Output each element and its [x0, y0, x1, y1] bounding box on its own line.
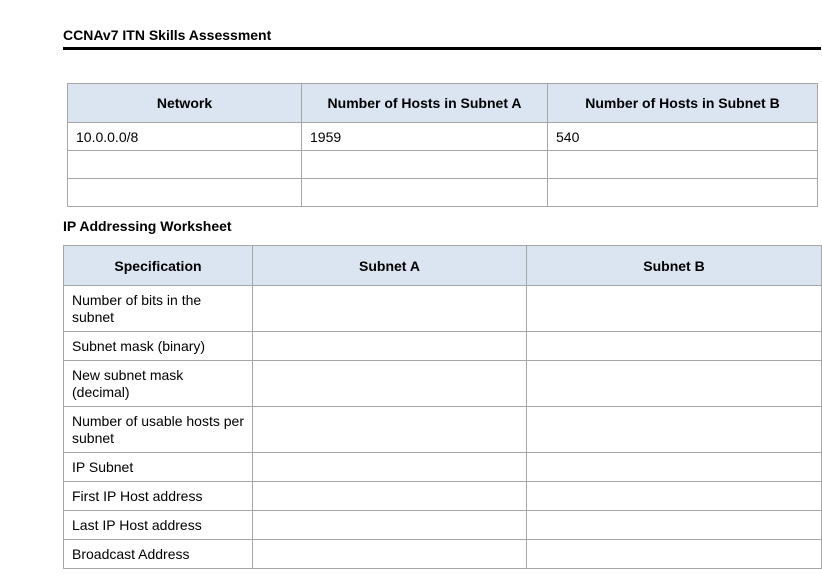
spec-label: First IP Host address	[64, 482, 253, 511]
spec-label: Subnet mask (binary)	[64, 332, 253, 361]
column-header-hosts-subnet-b: Number of Hosts in Subnet B	[548, 84, 818, 123]
table-row	[68, 179, 818, 207]
table-row	[68, 151, 818, 179]
table-row	[64, 286, 822, 332]
table-row	[64, 511, 822, 540]
table-row	[64, 407, 822, 453]
column-header-hosts-subnet-a: Number of Hosts in Subnet A	[302, 84, 548, 123]
spec-label: IP Subnet	[64, 453, 253, 482]
ip-addressing-worksheet-table	[63, 245, 822, 569]
hosts-subnet-b-cell[interactable]: 540	[548, 123, 818, 151]
network-table	[67, 83, 818, 207]
network-cell[interactable]	[68, 151, 302, 179]
column-header-specification: Specification	[64, 246, 253, 286]
subnet-a-cell[interactable]	[253, 540, 527, 569]
subnet-b-cell[interactable]	[527, 511, 822, 540]
subnet-b-cell[interactable]	[527, 540, 822, 569]
subnet-b-cell[interactable]	[527, 286, 822, 332]
subnet-a-cell[interactable]	[253, 407, 527, 453]
subnet-a-cell[interactable]	[253, 332, 527, 361]
subnet-b-cell[interactable]	[527, 332, 822, 361]
table-row	[64, 332, 822, 361]
table-row	[64, 482, 822, 511]
network-cell[interactable]	[68, 179, 302, 207]
column-header-network: Network	[68, 84, 302, 123]
table-row	[68, 123, 818, 151]
spec-label: Number of bits in the subnet	[64, 286, 253, 332]
subnet-b-cell[interactable]	[527, 407, 822, 453]
header-rule	[63, 47, 821, 50]
table-row	[64, 453, 822, 482]
table-row	[64, 361, 822, 407]
subnet-a-cell[interactable]	[253, 511, 527, 540]
hosts-subnet-b-cell[interactable]	[548, 151, 818, 179]
spec-label: Last IP Host address	[64, 511, 253, 540]
worksheet-title: IP Addressing Worksheet	[63, 218, 232, 234]
column-header-subnet-b: Subnet B	[527, 246, 822, 286]
subnet-a-cell[interactable]	[253, 482, 527, 511]
subnet-a-cell[interactable]	[253, 361, 527, 407]
spec-label: Broadcast Address	[64, 540, 253, 569]
network-cell[interactable]: 10.0.0.0/8	[68, 123, 302, 151]
subnet-b-cell[interactable]	[527, 453, 822, 482]
spec-label: Number of usable hosts per subnet	[64, 407, 253, 453]
column-header-subnet-a: Subnet A	[253, 246, 527, 286]
worksheet-header-row	[64, 246, 822, 286]
subnet-a-cell[interactable]	[253, 286, 527, 332]
spec-label: New subnet mask (decimal)	[64, 361, 253, 407]
subnet-b-cell[interactable]	[527, 482, 822, 511]
subnet-a-cell[interactable]	[253, 453, 527, 482]
table-row	[64, 540, 822, 569]
hosts-subnet-a-cell[interactable]	[302, 179, 548, 207]
network-table-header-row	[68, 84, 818, 123]
hosts-subnet-b-cell[interactable]	[548, 179, 818, 207]
subnet-b-cell[interactable]	[527, 361, 822, 407]
hosts-subnet-a-cell[interactable]	[302, 151, 548, 179]
document-header: CCNAv7 ITN Skills Assessment	[63, 27, 272, 43]
hosts-subnet-a-cell[interactable]: 1959	[302, 123, 548, 151]
